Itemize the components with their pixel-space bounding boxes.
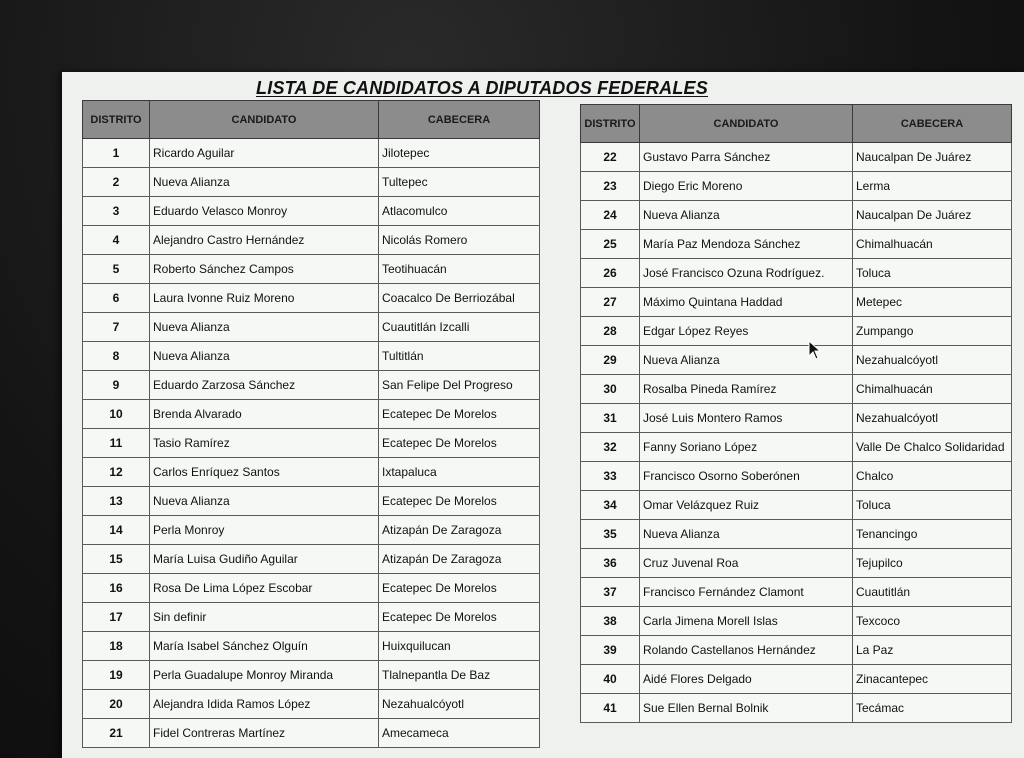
candidates-table-left (82, 100, 540, 748)
cell-cabecera[interactable]: Ecatepec De Morelos (379, 429, 540, 458)
cell-cabecera[interactable]: Lerma (853, 172, 1012, 201)
cell-cabecera[interactable]: Jilotepec (379, 139, 540, 168)
cell-candidato[interactable]: Roberto Sánchez Campos (150, 255, 379, 284)
table-row (581, 259, 1012, 288)
candidates-table-right (580, 104, 1012, 723)
table-row (581, 491, 1012, 520)
cell-distrito[interactable]: 12 (83, 458, 150, 487)
cell-candidato[interactable]: Ricardo Aguilar (150, 139, 379, 168)
cell-candidato[interactable]: María Paz Mendoza Sánchez (640, 230, 853, 259)
cell-distrito[interactable]: 22 (581, 143, 640, 172)
cell-candidato[interactable]: Sue Ellen Bernal Bolnik (640, 694, 853, 723)
cell-candidato[interactable]: Rosalba Pineda Ramírez (640, 375, 853, 404)
cell-cabecera[interactable]: La Paz (853, 636, 1012, 665)
cell-distrito[interactable]: 23 (581, 172, 640, 201)
header-cabecera[interactable]: CABECERA (379, 101, 540, 139)
cell-distrito[interactable]: 15 (83, 545, 150, 574)
cell-candidato[interactable]: Perla Guadalupe Monroy Miranda (150, 661, 379, 690)
cell-candidato[interactable]: Cruz Juvenal Roa (640, 549, 853, 578)
cell-cabecera[interactable]: Tultepec (379, 168, 540, 197)
cell-cabecera[interactable]: Tultitlán (379, 342, 540, 371)
cell-distrito[interactable]: 39 (581, 636, 640, 665)
cell-candidato[interactable]: Nueva Alianza (150, 168, 379, 197)
table-row (83, 516, 540, 545)
cell-distrito[interactable]: 14 (83, 516, 150, 545)
table-row (581, 578, 1012, 607)
table-row (83, 690, 540, 719)
cell-candidato[interactable]: Nueva Alianza (640, 346, 853, 375)
cell-candidato[interactable]: Fidel Contreras Martínez (150, 719, 379, 748)
table-row (581, 520, 1012, 549)
cell-candidato[interactable]: Edgar López Reyes (640, 317, 853, 346)
cell-distrito[interactable]: 13 (83, 487, 150, 516)
cell-candidato[interactable]: Máximo Quintana Haddad (640, 288, 853, 317)
cell-candidato[interactable]: Fanny Soriano López (640, 433, 853, 462)
cell-candidato[interactable]: Omar Velázquez Ruiz (640, 491, 853, 520)
cell-distrito[interactable]: 24 (581, 201, 640, 230)
cell-candidato[interactable]: Nueva Alianza (150, 487, 379, 516)
table-row (581, 549, 1012, 578)
cell-candidato[interactable]: Sin definir (150, 603, 379, 632)
cell-distrito[interactable]: 3 (83, 197, 150, 226)
cell-distrito[interactable]: 20 (83, 690, 150, 719)
cell-cabecera[interactable]: Ecatepec De Morelos (379, 603, 540, 632)
table-row (581, 404, 1012, 433)
cell-candidato[interactable]: Alejandra Idida Ramos López (150, 690, 379, 719)
cell-cabecera[interactable]: Chimalhuacán (853, 375, 1012, 404)
cell-distrito[interactable]: 37 (581, 578, 640, 607)
cell-cabecera[interactable]: Nezahualcóyotl (853, 404, 1012, 433)
cell-distrito[interactable]: 28 (581, 317, 640, 346)
cell-candidato[interactable]: María Luisa Gudiño Aguilar (150, 545, 379, 574)
cell-cabecera[interactable]: Valle De Chalco Solidaridad (853, 433, 1012, 462)
cell-distrito[interactable]: 1 (83, 139, 150, 168)
cell-distrito[interactable]: 4 (83, 226, 150, 255)
cell-distrito[interactable]: 40 (581, 665, 640, 694)
cell-distrito[interactable]: 10 (83, 400, 150, 429)
cell-distrito[interactable]: 6 (83, 284, 150, 313)
cell-cabecera[interactable]: Huixquilucan (379, 632, 540, 661)
cell-candidato[interactable]: Carla Jimena Morell Islas (640, 607, 853, 636)
cell-distrito[interactable]: 38 (581, 607, 640, 636)
cell-cabecera[interactable]: Tejupilco (853, 549, 1012, 578)
cell-cabecera[interactable]: Ecatepec De Morelos (379, 400, 540, 429)
cell-candidato[interactable]: Eduardo Velasco Monroy (150, 197, 379, 226)
table-row (581, 317, 1012, 346)
cell-cabecera[interactable]: Toluca (853, 259, 1012, 288)
cell-candidato[interactable]: José Luis Montero Ramos (640, 404, 853, 433)
cell-distrito[interactable]: 19 (83, 661, 150, 690)
table-row (581, 375, 1012, 404)
table-row (83, 429, 540, 458)
cell-distrito[interactable]: 2 (83, 168, 150, 197)
cell-distrito[interactable]: 7 (83, 313, 150, 342)
cell-distrito[interactable]: 9 (83, 371, 150, 400)
cell-candidato[interactable]: José Francisco Ozuna Rodríguez. (640, 259, 853, 288)
table-row (581, 433, 1012, 462)
table-row (581, 462, 1012, 491)
cell-candidato[interactable]: Tasio Ramírez (150, 429, 379, 458)
table-body-right (581, 143, 1012, 723)
cell-candidato[interactable]: Nueva Alianza (640, 201, 853, 230)
cell-candidato[interactable]: Eduardo Zarzosa Sánchez (150, 371, 379, 400)
cell-cabecera[interactable]: Cuautitlán Izcalli (379, 313, 540, 342)
cell-candidato[interactable]: Rolando Castellanos Hernández (640, 636, 853, 665)
cell-cabecera[interactable]: Ecatepec De Morelos (379, 487, 540, 516)
cell-cabecera[interactable]: Naucalpan De Juárez (853, 201, 1012, 230)
table-row (83, 255, 540, 284)
table-header-row (581, 105, 1012, 143)
table-row (83, 226, 540, 255)
cell-candidato[interactable]: Perla Monroy (150, 516, 379, 545)
cell-candidato[interactable]: Aidé Flores Delgado (640, 665, 853, 694)
cell-candidato[interactable]: Nueva Alianza (150, 313, 379, 342)
cell-distrito[interactable]: 29 (581, 346, 640, 375)
cell-candidato[interactable]: Alejandro Castro Hernández (150, 226, 379, 255)
cell-distrito[interactable]: 36 (581, 549, 640, 578)
cell-candidato[interactable]: Nueva Alianza (150, 342, 379, 371)
cell-candidato[interactable]: Francisco Osorno Soberónen (640, 462, 853, 491)
cell-distrito[interactable]: 21 (83, 719, 150, 748)
cell-cabecera[interactable]: Zinacantepec (853, 665, 1012, 694)
cell-cabecera[interactable]: Chalco (853, 462, 1012, 491)
table-row (83, 661, 540, 690)
cell-cabecera[interactable]: Atlacomulco (379, 197, 540, 226)
cell-cabecera[interactable]: Teotihuacán (379, 255, 540, 284)
cell-cabecera[interactable]: Cuautitlán (853, 578, 1012, 607)
table-row (83, 139, 540, 168)
cell-cabecera[interactable]: Chimalhuacán (853, 230, 1012, 259)
header-cabecera[interactable]: CABECERA (853, 105, 1012, 143)
table-row (83, 400, 540, 429)
table-row (83, 313, 540, 342)
cell-cabecera[interactable]: Amecameca (379, 719, 540, 748)
cell-distrito[interactable]: 41 (581, 694, 640, 723)
table-row (581, 230, 1012, 259)
table-row (581, 172, 1012, 201)
cell-candidato[interactable]: Laura Ivonne Ruiz Moreno (150, 284, 379, 313)
table-row (83, 342, 540, 371)
cell-candidato[interactable]: Brenda Alvarado (150, 400, 379, 429)
table-row (581, 636, 1012, 665)
table-row (83, 632, 540, 661)
table-row (83, 545, 540, 574)
cell-cabecera[interactable]: Atizapán De Zaragoza (379, 545, 540, 574)
header-candidato[interactable]: CANDIDATO (150, 101, 379, 139)
mouse-pointer-icon (808, 340, 822, 360)
table-row (83, 168, 540, 197)
cell-cabecera[interactable]: San Felipe Del Progreso (379, 371, 540, 400)
cell-distrito[interactable]: 18 (83, 632, 150, 661)
cell-distrito[interactable]: 33 (581, 462, 640, 491)
cell-cabecera[interactable]: Nicolás Romero (379, 226, 540, 255)
cell-candidato[interactable]: María Isabel Sánchez Olguín (150, 632, 379, 661)
table-row (581, 607, 1012, 636)
cell-cabecera[interactable]: Naucalpan De Juárez (853, 143, 1012, 172)
spreadsheet-screen (62, 72, 1024, 758)
cell-cabecera[interactable]: Tenancingo (853, 520, 1012, 549)
table-row (83, 603, 540, 632)
cell-distrito[interactable]: 32 (581, 433, 640, 462)
cell-candidato[interactable]: Gustavo Parra Sánchez (640, 143, 853, 172)
cell-distrito[interactable]: 34 (581, 491, 640, 520)
cell-candidato[interactable]: Carlos Enríquez Santos (150, 458, 379, 487)
cell-cabecera[interactable]: Atizapán De Zaragoza (379, 516, 540, 545)
table-header-row (83, 101, 540, 139)
table-row (581, 288, 1012, 317)
cell-distrito[interactable]: 27 (581, 288, 640, 317)
cell-cabecera[interactable]: Toluca (853, 491, 1012, 520)
table-row (581, 694, 1012, 723)
cell-cabecera[interactable]: Nezahualcóyotl (853, 346, 1012, 375)
table-body-left (83, 139, 540, 748)
cell-distrito[interactable]: 30 (581, 375, 640, 404)
cell-distrito[interactable]: 16 (83, 574, 150, 603)
cell-cabecera[interactable]: Nezahualcóyotl (379, 690, 540, 719)
cell-cabecera[interactable]: Coacalco De Berriozábal (379, 284, 540, 313)
cell-distrito[interactable]: 25 (581, 230, 640, 259)
cell-distrito[interactable]: 31 (581, 404, 640, 433)
table-row (83, 197, 540, 226)
cell-distrito[interactable]: 8 (83, 342, 150, 371)
table-row (83, 371, 540, 400)
cell-distrito[interactable]: 5 (83, 255, 150, 284)
cell-cabecera[interactable]: Metepec (853, 288, 1012, 317)
cell-candidato[interactable]: Rosa De Lima López Escobar (150, 574, 379, 603)
cell-cabecera[interactable]: Ecatepec De Morelos (379, 574, 540, 603)
cell-cabecera[interactable]: Texcoco (853, 607, 1012, 636)
cell-cabecera[interactable]: Tlalnepantla De Baz (379, 661, 540, 690)
table-row (581, 201, 1012, 230)
cell-cabecera[interactable]: Zumpango (853, 317, 1012, 346)
sheet-title: LISTA DE CANDIDATOS A DIPUTADOS FEDERALES (256, 78, 708, 98)
table-row (83, 719, 540, 748)
cell-cabecera[interactable]: Tecámac (853, 694, 1012, 723)
header-distrito[interactable]: DISTRITO (581, 105, 640, 143)
table-row (581, 143, 1012, 172)
header-distrito[interactable]: DISTRITO (83, 101, 150, 139)
table-row (581, 665, 1012, 694)
table-row (581, 346, 1012, 375)
cell-distrito[interactable]: 35 (581, 520, 640, 549)
cell-distrito[interactable]: 26 (581, 259, 640, 288)
cell-candidato[interactable]: Diego Eric Moreno (640, 172, 853, 201)
cell-candidato[interactable]: Francisco Fernández Clamont (640, 578, 853, 607)
table-row (83, 574, 540, 603)
cell-distrito[interactable]: 11 (83, 429, 150, 458)
cell-cabecera[interactable]: Ixtapaluca (379, 458, 540, 487)
table-row (83, 458, 540, 487)
header-candidato[interactable]: CANDIDATO (640, 105, 853, 143)
cell-candidato[interactable]: Nueva Alianza (640, 520, 853, 549)
table-row (83, 284, 540, 313)
table-row (83, 487, 540, 516)
cell-distrito[interactable]: 17 (83, 603, 150, 632)
